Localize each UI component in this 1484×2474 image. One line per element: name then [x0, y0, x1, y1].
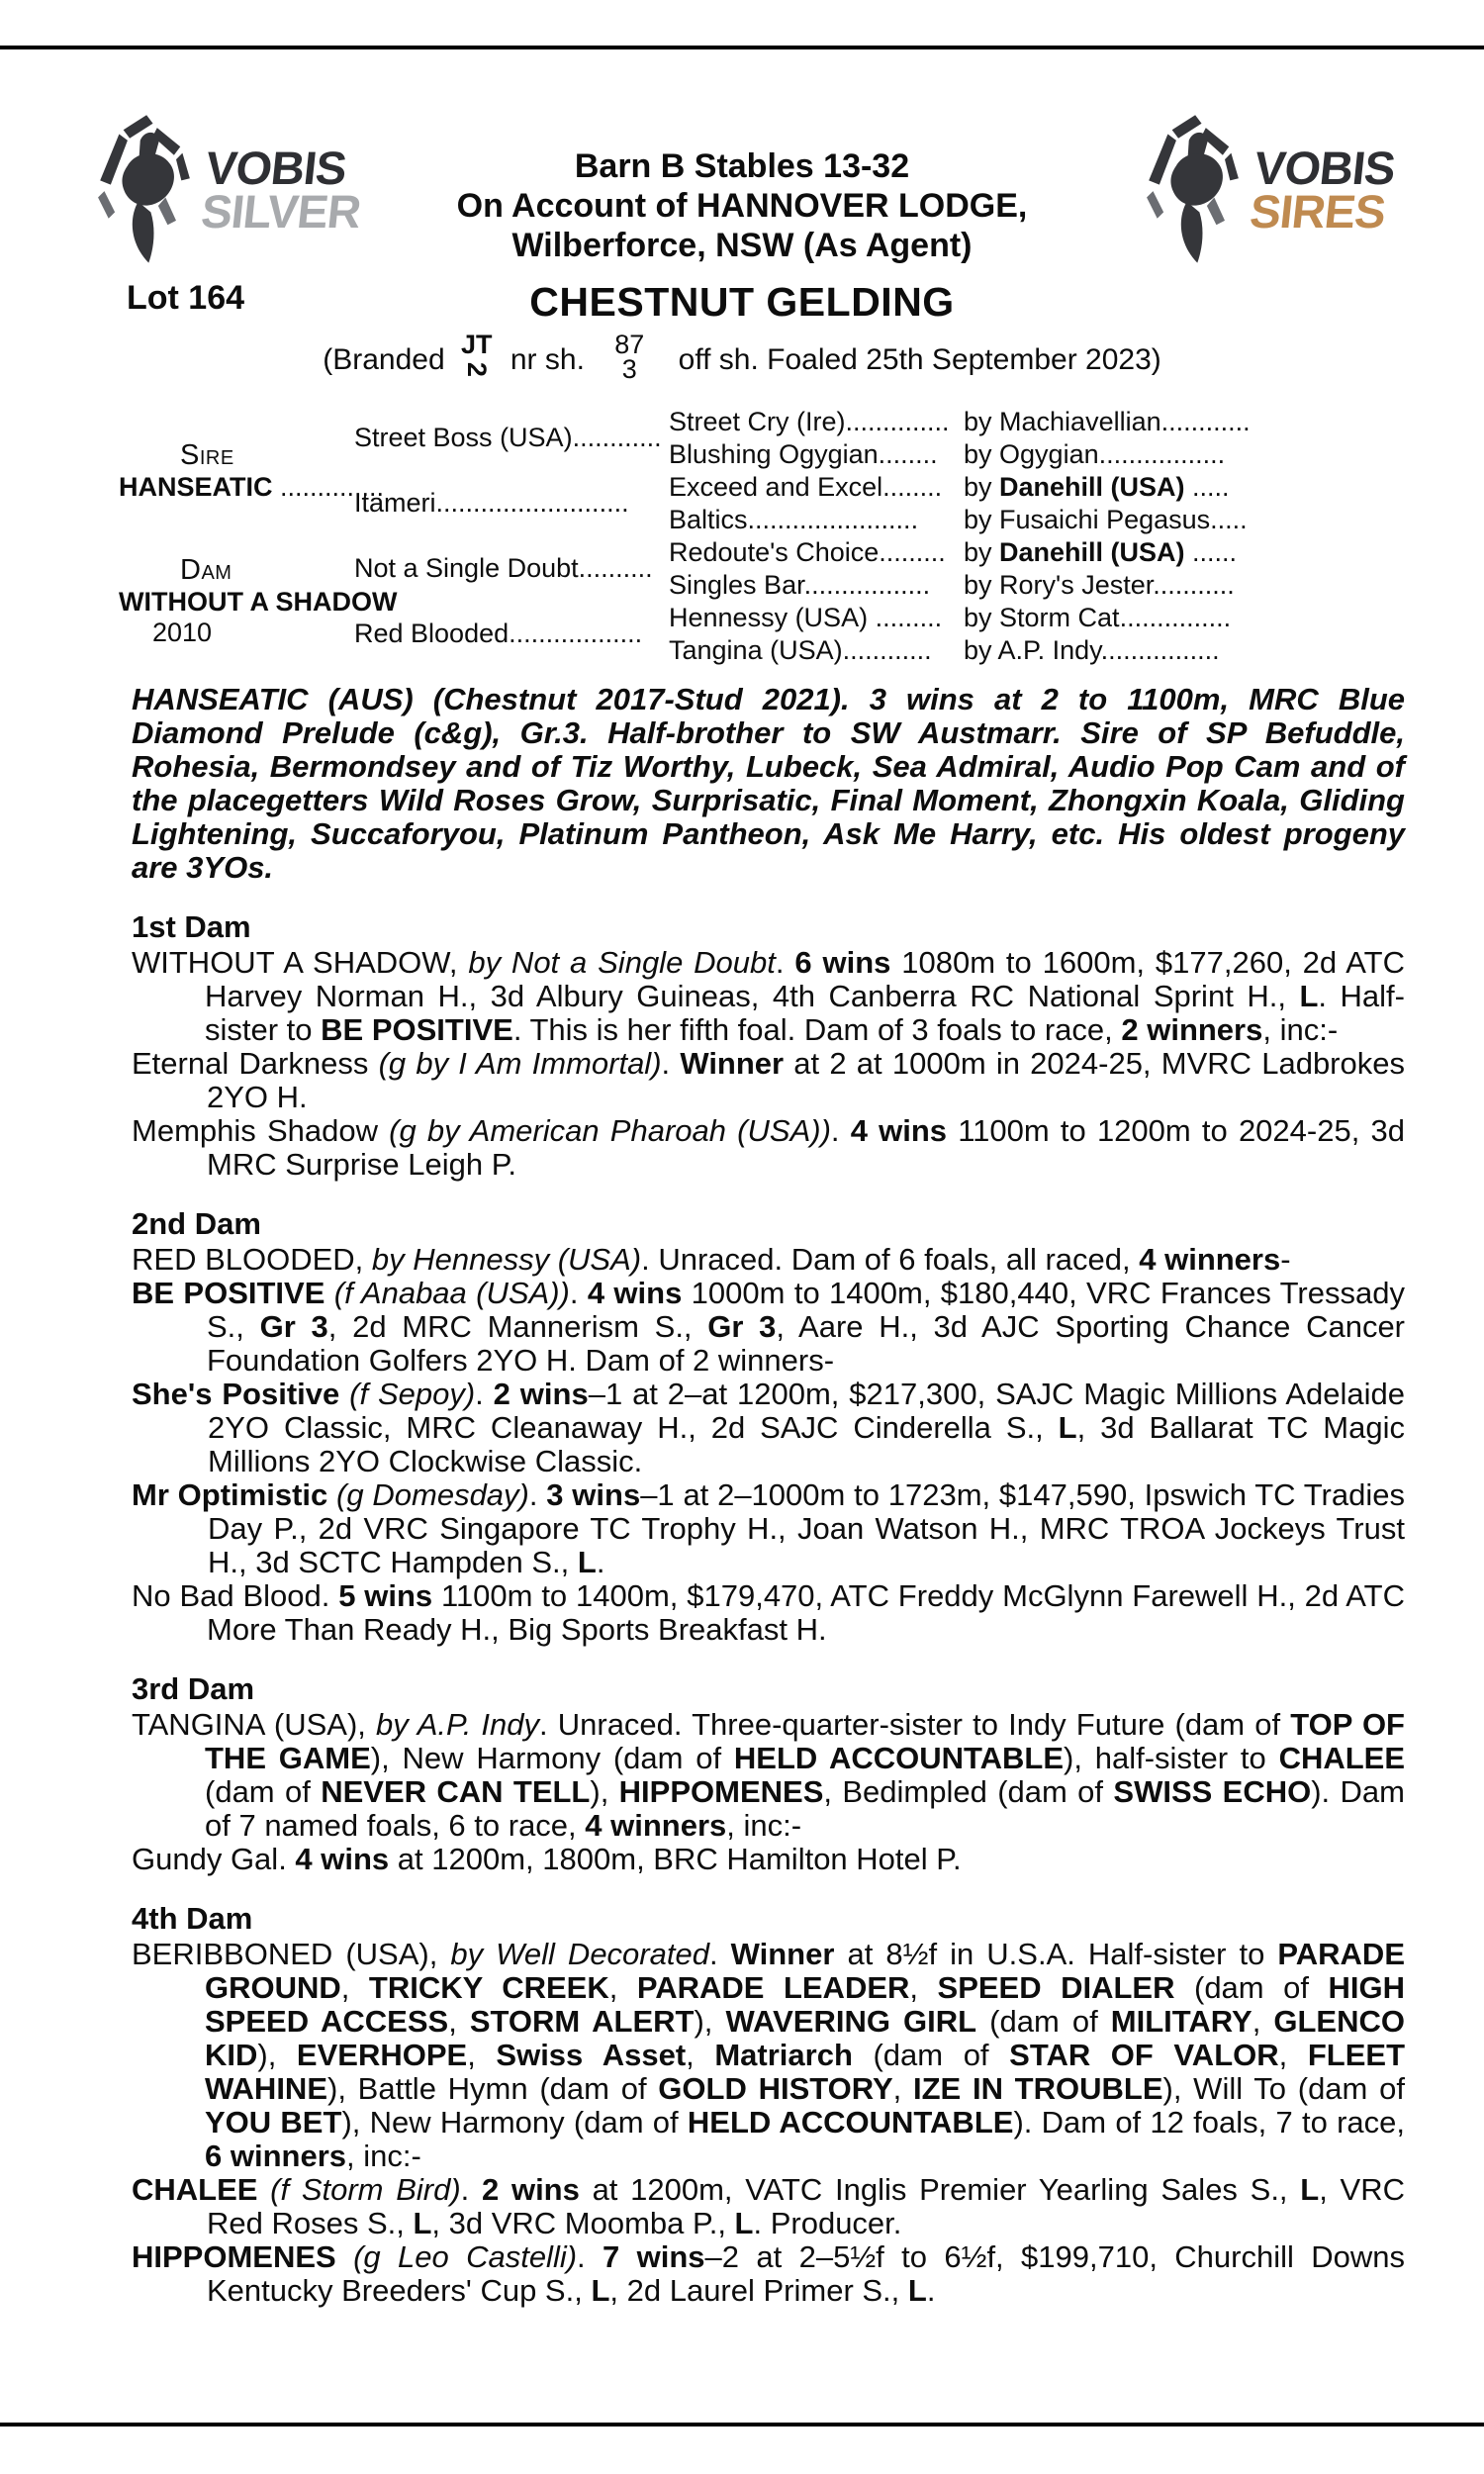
- text-run: –1 at 2–1000m to 1723m, $147,590, Ipswich TC Tradies Day P., 2d VRC Singapore TC Trophy H., Joan Watson H., MRC TROA Jockeys Trust H., 3d SCTC Hampden S.,: [208, 1476, 1405, 1579]
- text-run: by Not a Single Doubt: [468, 944, 776, 980]
- text-run: 4 wins: [295, 1841, 390, 1876]
- text-run: ), half-sister to: [1064, 1740, 1279, 1775]
- text-run: , VRC Red Roses S.,: [207, 2171, 1405, 2240]
- text-run: .: [708, 1936, 731, 1971]
- leader-dots: ..............: [272, 471, 385, 502]
- text-run: FLEET WAHINE: [205, 2037, 1406, 2106]
- text-run: , Aare H., 3d AJC Sporting Chance Cancer Foundation Golfers 2YO H. Dam of 2 winners-: [207, 1308, 1406, 1378]
- parent-name: Not a Single Doubt: [354, 553, 579, 584]
- parent-name: Itameri: [354, 488, 436, 519]
- text-run: L: [1058, 1409, 1077, 1445]
- progeny-entry: [132, 1843, 1405, 1876]
- dam-entry: [132, 1938, 1405, 2173]
- text-run: ), Battle Hymn (dam of: [327, 2070, 659, 2106]
- text-run: 4 winners: [1139, 1241, 1281, 1277]
- pedigree-grandparent: [669, 602, 964, 634]
- progeny-entry: [132, 1378, 1405, 1478]
- text-run: 4 wins: [850, 1112, 948, 1148]
- text-run: (f Anabaa (USA)): [333, 1275, 570, 1310]
- text-run: SPEED DIALER: [937, 1969, 1175, 2005]
- pedigree-great-grandsire: [964, 471, 1407, 504]
- text-run: 4 wins: [587, 1275, 683, 1310]
- leader-dots: .......................: [747, 504, 919, 534]
- leader-dots: ........: [882, 471, 943, 502]
- great-grandsire-name: Fusaichi Pegasus: [999, 504, 1211, 534]
- sire-block: [119, 406, 385, 536]
- text-run: (g Domesday): [336, 1476, 529, 1512]
- text-run: PARADE LEADER: [636, 1969, 910, 2005]
- text-run: ), New Harmony (dam of: [341, 2104, 688, 2140]
- text-run: HIGH SPEED ACCESS: [205, 1969, 1405, 2039]
- text-run: 2 wins: [493, 1376, 589, 1411]
- text-run: L: [1299, 978, 1319, 1013]
- text-run: , inc:-: [1262, 1011, 1339, 1047]
- section-2nd-dam: [132, 1207, 1405, 1647]
- dam-year: 2010: [152, 618, 213, 648]
- text-run: by A.P. Indy: [376, 1706, 540, 1742]
- pedigree-grandparent: [669, 438, 964, 471]
- pedigree-grandparent: [669, 504, 964, 536]
- text-run: ,: [1252, 2003, 1274, 2039]
- text-run: Gundy Gal.: [132, 1841, 296, 1876]
- text-run: , 3d VRC Moomba P.,: [431, 2205, 735, 2240]
- logo-word-vobis: VOBIS: [203, 142, 349, 194]
- pedigree-table: [119, 406, 1407, 667]
- text-run: at 1200m, 1800m, BRC Hamilton Hotel P.: [389, 1841, 962, 1876]
- grandparent-name: Street Cry (Ire): [669, 406, 846, 436]
- progeny-entry: [132, 2240, 1405, 2308]
- text-run: (dam of: [976, 2003, 1111, 2039]
- great-grandsire-name: Rory's Jester: [999, 569, 1154, 600]
- text-run: ). Dam of 12 foals, 7 to race,: [1013, 2104, 1406, 2140]
- text-run: 6 wins: [794, 944, 891, 980]
- section-heading: 4th Dam: [132, 1900, 253, 1936]
- text-run: Winner: [680, 1045, 785, 1081]
- leader-dots: .....: [1210, 504, 1248, 534]
- great-grandsire-name: Storm Cat: [999, 602, 1120, 632]
- progeny-entry: [132, 1478, 1405, 1579]
- text-run: -: [1280, 1241, 1291, 1277]
- text-run: 3 wins: [546, 1476, 641, 1512]
- text-run: ,: [909, 1969, 938, 2005]
- progeny-entry: [132, 1114, 1405, 1182]
- text-run: .: [830, 1112, 851, 1148]
- by-word: by: [964, 471, 1000, 502]
- text-run: HELD ACCOUNTABLE: [733, 1740, 1065, 1775]
- text-run: at 2 at 1000m in 2024-25, MVRC Ladbrokes 2YO H.: [207, 1045, 1405, 1114]
- text-run: NEVER CAN TELL: [321, 1773, 591, 1809]
- pedigree-great-grandsire: [964, 406, 1407, 438]
- text-run: L: [577, 1544, 597, 1579]
- brand-letters: JT: [461, 330, 493, 359]
- text-run: Gr 3: [707, 1308, 777, 1344]
- horse-and-jockey-icon: [1140, 111, 1247, 269]
- brand-prefix: (Branded: [323, 342, 445, 376]
- text-run: Winner: [730, 1936, 835, 1971]
- sire-label: Sire: [180, 438, 234, 471]
- leader-dots: ..............: [845, 406, 950, 436]
- text-run: . Half-sister to: [205, 978, 1405, 1047]
- progeny-entry: [132, 1277, 1405, 1378]
- grandparent-name: Tangina (USA): [669, 634, 843, 665]
- leader-dots: .........: [868, 602, 943, 632]
- text-run: GLENCO KID: [205, 2003, 1405, 2072]
- text-run: by Well Decorated: [450, 1936, 709, 1971]
- logo-word-vobis: VOBIS: [1252, 142, 1398, 194]
- pedigree-grandparent: [669, 471, 964, 504]
- text-run: Matriarch: [714, 2037, 853, 2072]
- text-run: L: [907, 2272, 927, 2308]
- text-run: RED BLOODED,: [132, 1241, 372, 1277]
- great-grandsire-name: A.P. Indy: [997, 634, 1101, 665]
- progeny-entry: [132, 2173, 1405, 2240]
- text-run: –2 at 2–5½f to 6½f, $199,710, Churchill Downs Kentucky Breeders' Cup S.,: [207, 2238, 1406, 2308]
- text-run: 4 winners: [585, 1807, 727, 1843]
- text-run: SWISS ECHO: [1113, 1773, 1312, 1809]
- leader-dots: ..........: [578, 553, 653, 584]
- text-run: L: [1300, 2171, 1320, 2207]
- grandparent-name: Baltics: [669, 504, 748, 534]
- leader-dots: ........: [878, 438, 938, 469]
- text-run: BE POSITIVE: [321, 1011, 513, 1047]
- pedigree-grandparent: [669, 406, 964, 438]
- brand-suffix: off sh. Foaled 25th September 2023): [678, 342, 1161, 376]
- grandparent-name: Hennessy (USA): [669, 602, 869, 632]
- pedigree-grandparent: [669, 569, 964, 602]
- pedigree-great-grandsire: [964, 536, 1407, 569]
- text-run: BERIBBONED (USA),: [132, 1936, 451, 1971]
- text-run: Mr Optimistic: [132, 1476, 337, 1512]
- text-run: –1 at 2–at 1200m, $217,300, SAJC Magic Millions Adelaide 2YO Classic, MRC Cleanaway H., 2d SAJC Cinderella S.,: [208, 1376, 1405, 1445]
- dam-name: WITHOUT A SHADOW: [119, 587, 398, 618]
- text-run: Eternal Darkness: [132, 1045, 379, 1081]
- near-shoulder-label: nr sh.: [510, 342, 585, 376]
- text-run: WAVERING GIRL: [725, 2003, 977, 2039]
- account-line: On Account of HANNOVER LODGE,: [456, 187, 1028, 225]
- leader-dots: .................: [803, 569, 931, 600]
- text-run: TOP OF THE GAME: [205, 1706, 1405, 1775]
- text-run: (dam of: [1174, 1969, 1329, 2005]
- leader-dots: .................: [1098, 438, 1226, 469]
- leader-dots: ............: [572, 423, 662, 453]
- text-run: L: [591, 2272, 610, 2308]
- text-run: ,: [340, 1969, 369, 2005]
- pedigree-great-grandsire: [964, 438, 1407, 471]
- by-word: by: [964, 569, 1000, 600]
- grandparent-name: Exceed and Excel: [669, 471, 883, 502]
- by-word: by: [964, 438, 1000, 469]
- pedigree-great-grandsire: [964, 504, 1407, 536]
- sire-name-text: HANSEATIC: [119, 471, 273, 502]
- text-run: 7 wins: [603, 2238, 705, 2274]
- text-run: Memphis Shadow: [132, 1112, 390, 1148]
- text-run: , 3d Ballarat TC Magic Millions 2YO Clockwise Classic.: [208, 1409, 1405, 1478]
- parent-name: Red Blooded: [354, 618, 510, 649]
- text-run: (dam of: [205, 1773, 322, 1809]
- text-run: PARADE GROUND: [205, 1936, 1405, 2005]
- parent-name: Street Boss (USA): [354, 423, 573, 453]
- by-word: by: [964, 634, 998, 665]
- leader-dots: ............: [842, 634, 932, 665]
- leader-dots: ......: [1184, 536, 1238, 567]
- section-1st-dam: [132, 910, 1405, 1182]
- logo-word-sires: SIRES: [1247, 185, 1388, 238]
- section-heading: 3rd Dam: [132, 1670, 255, 1706]
- text-run: ). Dam of 7 named foals, 6 to race,: [205, 1773, 1405, 1843]
- progeny-entry: [132, 1047, 1405, 1114]
- leader-dots: ...............: [1119, 602, 1232, 632]
- text-run: TANGINA (USA),: [132, 1706, 377, 1742]
- text-run: ,: [686, 2037, 715, 2072]
- text-run: (g by American Pharoah (USA)): [389, 1112, 831, 1148]
- pedigree-parent: [354, 602, 669, 667]
- pedigree-parent: [354, 471, 669, 536]
- text-run: .: [528, 1476, 547, 1512]
- text-run: ), Will To (dam of: [1162, 2070, 1405, 2106]
- great-grandsire-name: Danehill (USA): [999, 471, 1185, 502]
- lot-number: Lot 164: [127, 279, 245, 317]
- text-run: , Bedimpled (dam of: [823, 1773, 1114, 1809]
- text-run: , 2d MRC Mannerism S.,: [327, 1308, 708, 1344]
- leader-dots: ............: [1160, 406, 1251, 436]
- text-run: . Producer.: [753, 2205, 902, 2240]
- text-run: YOU BET: [205, 2104, 342, 2140]
- vobis-sires-logo: [1140, 111, 1398, 269]
- text-run: CHALEE: [132, 2171, 271, 2207]
- text-run: ,: [892, 2070, 913, 2106]
- grandparent-name: Blushing Ogygian: [669, 438, 879, 469]
- vobis-silver-logo: [91, 111, 362, 269]
- text-run: . Unraced. Dam of 6 foals, all raced,: [641, 1241, 1140, 1277]
- text-run: .: [475, 1376, 494, 1411]
- text-run: ), New Harmony (dam of: [370, 1740, 734, 1775]
- text-run: TRICKY CREEK: [368, 1969, 609, 2005]
- bottom-rule: [0, 2423, 1484, 2426]
- pedigree-grandparent: [669, 634, 964, 667]
- text-run: MILITARY: [1110, 2003, 1252, 2039]
- text-run: .: [926, 2272, 936, 2308]
- dam-block: [119, 536, 398, 667]
- leader-dots: ..........................: [435, 488, 629, 519]
- by-word: by: [964, 406, 1000, 436]
- text-run: WITHOUT A SHADOW,: [132, 944, 469, 980]
- lot-title-row: [0, 279, 1484, 327]
- section-3rd-dam: [132, 1672, 1405, 1876]
- leader-dots: ...........: [1153, 569, 1235, 600]
- horse-and-jockey-icon: [91, 111, 198, 269]
- text-run: . Unraced. Three-quarter-sister to Indy Future (dam of: [539, 1706, 1291, 1742]
- dam-entry: [132, 946, 1405, 1047]
- brand-number: 2: [462, 361, 493, 377]
- barn-line: Barn B Stables 13-32: [574, 147, 910, 185]
- text-run: 2 wins: [482, 2171, 580, 2207]
- pedigree-parent: [354, 536, 669, 602]
- text-run: ,: [608, 1969, 637, 2005]
- text-run: L: [734, 2205, 754, 2240]
- leader-dots: .....: [1184, 471, 1230, 502]
- text-run: IZE IN TROUBLE: [913, 2070, 1163, 2106]
- text-run: , inc:-: [726, 1807, 802, 1843]
- logo-word-silver: SILVER: [198, 185, 363, 238]
- pedigree-great-grandsire: [964, 634, 1407, 667]
- text-run: at 1200m, VATC Inglis Premier Yearling Sales S.,: [579, 2171, 1301, 2207]
- sire-blurb: HANSEATIC (AUS) (Chestnut 2017-Stud 2021). 3 wins at 2 to 1100m, MRC Blue Diamond Prelude (c&g), Gr.3. Half-brother to SW Austmarr. Sire of SP Befuddle, Rohesia, Bermondsey and of Tiz Worthy, Lubeck, Sea Admiral, Audio Pop Cam and of the placegetters Wild Roses Grow, Surprisatic, Final Moment, Zhongxin Koala, Gliding Lightening, Succaforyou, Platinum Pantheon, Ask Me Harry, etc. His oldest progeny are 3YOs.: [132, 681, 1405, 885]
- great-grandsire-name: Ogygian: [999, 438, 1099, 469]
- text-run: at 8½f in U.S.A. Half-sister to: [834, 1936, 1278, 1971]
- by-word: by: [964, 602, 1000, 632]
- text-run: ),: [257, 2037, 297, 2072]
- text-run: STAR OF VALOR: [1009, 2037, 1279, 2072]
- horse-title: CHESTNUT GELDING: [529, 279, 955, 325]
- leader-dots: ................: [1100, 634, 1220, 665]
- text-run: HELD ACCOUNTABLE: [687, 2104, 1014, 2140]
- great-grandsire-name: Machiavellian: [999, 406, 1161, 436]
- shoulder-brand-mark: [461, 330, 493, 382]
- sire-name: [119, 471, 385, 503]
- leader-dots: ..................: [509, 618, 643, 649]
- text-run: Gr 3: [259, 1308, 328, 1344]
- text-run: BE POSITIVE: [132, 1275, 334, 1310]
- pedigree-sections: [132, 910, 1405, 2308]
- text-run: .: [596, 1544, 605, 1579]
- off-shoulder-numbers: [614, 330, 645, 384]
- text-run: , inc:-: [346, 2138, 421, 2173]
- text-run: L: [413, 2205, 432, 2240]
- dam-entry: [132, 1243, 1405, 1277]
- number-top: 87: [614, 330, 645, 359]
- text-run: 1100m to 1400m, $179,470, ATC Freddy McGlynn Farewell H., 2d ATC More Than Ready H., Big Sports Breakfast H.: [207, 1577, 1405, 1647]
- dam-label: Dam: [180, 554, 232, 587]
- text-run: HIPPOMENES: [132, 2238, 354, 2274]
- text-run: STORM ALERT: [469, 2003, 695, 2039]
- pedigree-great-grandsire: [964, 569, 1407, 602]
- text-run: 1000m to 1400m, $180,440, VRC Frances Tressady S.,: [207, 1275, 1405, 1344]
- section-4th-dam: [132, 1902, 1405, 2308]
- text-run: (f Sepoy): [349, 1376, 476, 1411]
- text-run: CHALEE: [1278, 1740, 1406, 1775]
- text-run: ),: [590, 1773, 619, 1809]
- text-run: Swiss Asset: [496, 2037, 687, 2072]
- text-run: .: [577, 2238, 603, 2274]
- pedigree-grandparent: [669, 536, 964, 569]
- text-run: 2 winners: [1121, 1011, 1263, 1047]
- text-run: HIPPOMENES: [618, 1773, 824, 1809]
- pedigree-parent: [354, 406, 669, 471]
- text-run: ,: [1278, 2037, 1308, 2072]
- text-run: , 2d Laurel Primer S.,: [609, 2272, 908, 2308]
- text-run: GOLD HISTORY: [658, 2070, 893, 2106]
- section-heading: 1st Dam: [132, 908, 251, 944]
- text-run: by Hennessy (USA): [371, 1241, 642, 1277]
- by-word: by: [964, 504, 1000, 534]
- top-rule: [0, 46, 1484, 49]
- text-run: 1080m to 1600m, $177,260, 2d ATC Harvey Norman H., 3d Albury Guineas, 4th Canberra RC National Sprint H.,: [205, 944, 1405, 1013]
- text-run: (g by I Am Immortal): [378, 1045, 662, 1081]
- text-run: (dam of: [852, 2037, 1010, 2072]
- text-run: . This is her fifth foal. Dam of 3 foals to race,: [512, 1011, 1122, 1047]
- pedigree-great-grandsire: [964, 602, 1407, 634]
- text-run: .: [775, 944, 795, 980]
- progeny-entry: [132, 1579, 1405, 1647]
- brand-line: [0, 330, 1484, 388]
- text-run: EVERHOPE: [296, 2037, 468, 2072]
- text-run: 6 winners: [205, 2138, 346, 2173]
- text-run: ,: [467, 2037, 497, 2072]
- great-grandsire-name: Danehill (USA): [999, 536, 1185, 567]
- text-run: ,: [448, 2003, 470, 2039]
- grandparent-name: Singles Bar: [669, 569, 804, 600]
- number-bottom: 3: [621, 353, 637, 384]
- text-run: She's Positive: [132, 1376, 350, 1411]
- text-run: 1100m to 1200m to 2024-25, 3d MRC Surprise Leigh P.: [207, 1112, 1405, 1182]
- grandparent-name: Redoute's Choice: [669, 536, 880, 567]
- text-run: No Bad Blood.: [132, 1577, 339, 1613]
- location-line: Wilberforce, NSW (As Agent): [511, 227, 973, 264]
- text-run: (g Leo Castelli): [353, 2238, 578, 2274]
- dam-entry: [132, 1708, 1405, 1843]
- text-run: (f Storm Bird): [270, 2171, 461, 2207]
- leader-dots: .........: [879, 536, 946, 567]
- text-run: 5 wins: [338, 1577, 433, 1613]
- text-run: ),: [694, 2003, 726, 2039]
- by-word: by: [964, 536, 1000, 567]
- text-run: .: [661, 1045, 681, 1081]
- section-heading: 2nd Dam: [132, 1205, 261, 1241]
- text-run: .: [460, 2171, 482, 2207]
- text-run: .: [569, 1275, 588, 1310]
